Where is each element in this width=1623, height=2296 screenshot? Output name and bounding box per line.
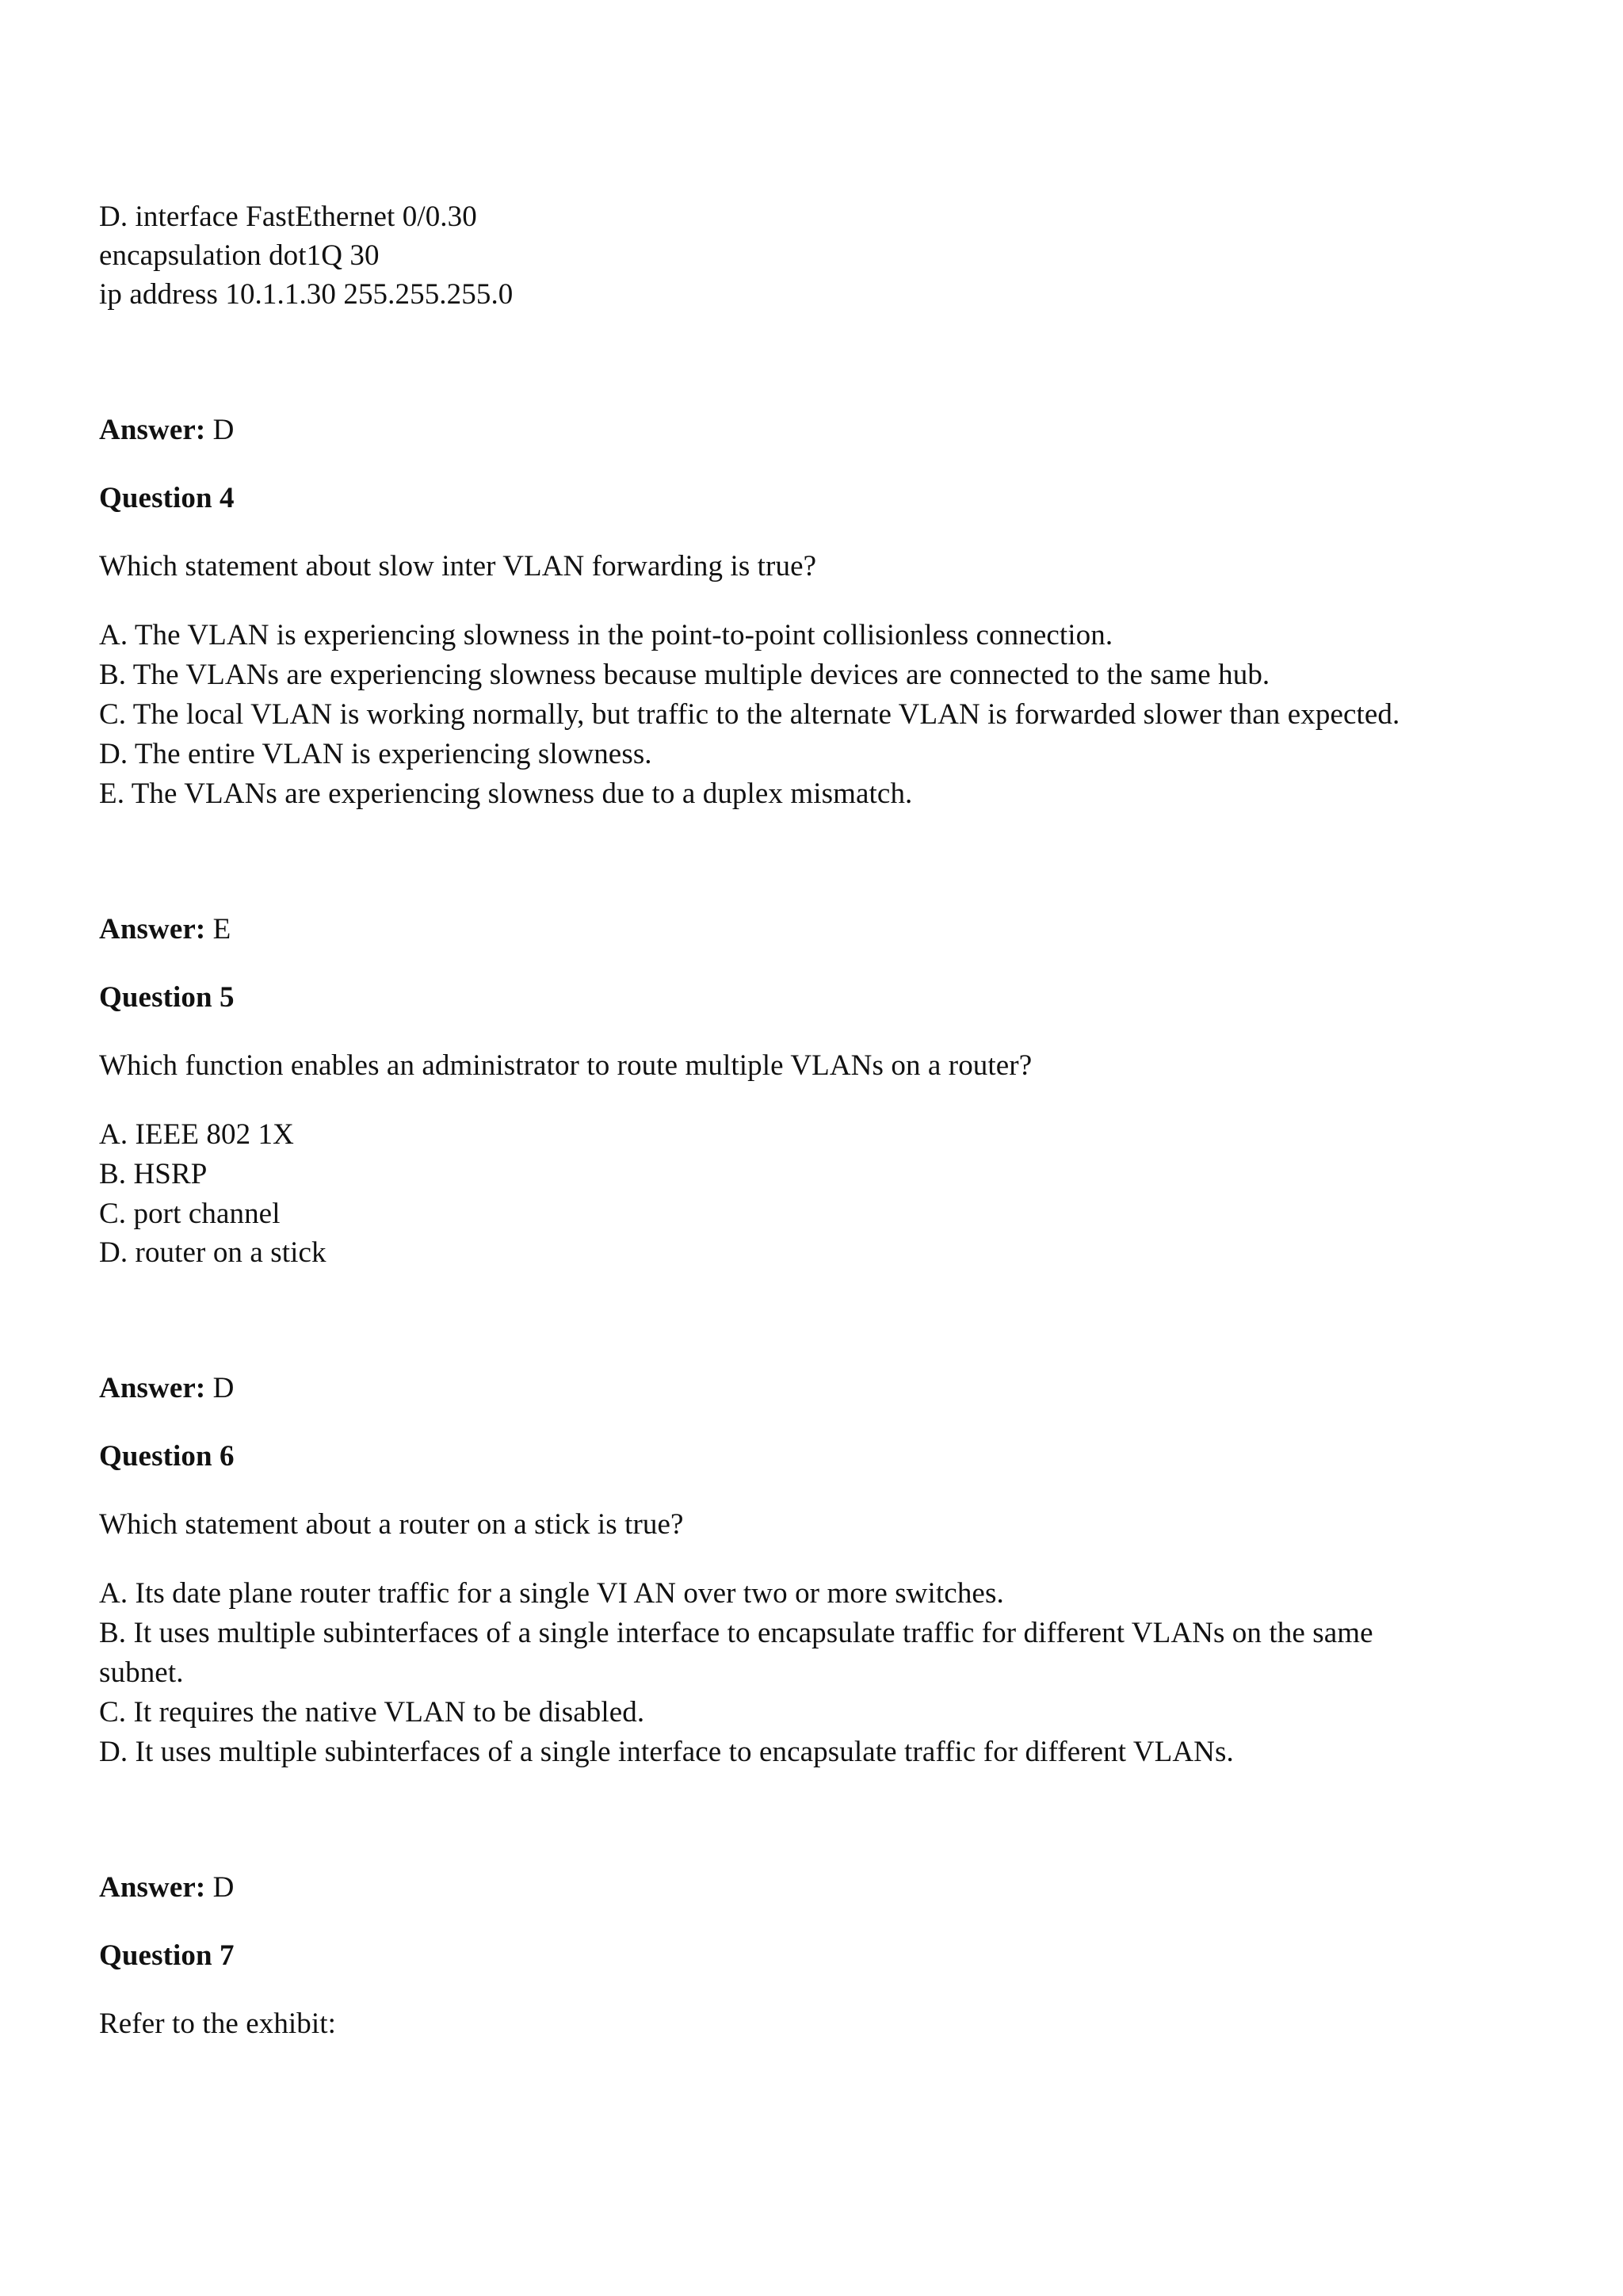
answer-value: E	[212, 913, 231, 946]
question-5-title: Question 5	[99, 981, 235, 1014]
prev-option-d-line2: encapsulation dot1Q 30	[99, 239, 380, 272]
question-4-option-d: D. The entire VLAN is experiencing slowness.	[99, 738, 652, 770]
prev-option-d-line1: D. interface FastEthernet 0/0.30	[99, 201, 477, 233]
answer-5	[99, 1370, 234, 1408]
answer-3	[99, 411, 234, 449]
answer-4	[99, 911, 231, 949]
question-4-option-c: C. The local VLAN is working normally, but traffic to the alternate VLAN is forwarded slower than expected.	[99, 698, 1400, 731]
answer-value: D	[212, 414, 235, 446]
question-4-option-b: B. The VLANs are experiencing slowness because multiple devices are connected to the same hub.	[99, 659, 1270, 691]
answer-label: Answer:	[99, 1871, 206, 1904]
question-7-title: Question 7	[99, 1939, 235, 1972]
answer-label: Answer:	[99, 1372, 206, 1404]
answer-label: Answer:	[99, 913, 206, 946]
question-6-option-a: A. Its date plane router traffic for a single VI AN over two or more switches.	[99, 1577, 1004, 1610]
question-4-option-a: A. The VLAN is experiencing slowness in the point-to-point collisionless connection.	[99, 619, 1113, 651]
question-5-option-a: A. IEEE 802 1X	[99, 1118, 294, 1151]
question-5-option-c: C. port channel	[99, 1198, 281, 1230]
answer-value: D	[212, 1372, 235, 1404]
question-6-option-b-continued: subnet.	[99, 1656, 184, 1689]
question-6-option-c: C. It requires the native VLAN to be disabled.	[99, 1696, 645, 1729]
question-5-text: Which function enables an administrator to route multiple VLANs on a router?	[99, 1049, 1033, 1082]
question-6-title: Question 6	[99, 1440, 235, 1473]
question-5-option-b: B. HSRP	[99, 1158, 208, 1190]
question-4-text: Which statement about slow inter VLAN forwarding is true?	[99, 550, 817, 583]
answer-label: Answer:	[99, 414, 206, 446]
question-6-option-b: B. It uses multiple subinterfaces of a single interface to encapsulate traffic for different VLANs on the same	[99, 1617, 1373, 1649]
prev-option-d-line3: ip address 10.1.1.30 255.255.255.0	[99, 278, 514, 311]
question-4-title: Question 4	[99, 482, 235, 514]
question-6-text: Which statement about a router on a stick is true?	[99, 1508, 684, 1541]
question-7-text: Refer to the exhibit:	[99, 2008, 337, 2040]
question-4-option-e: E. The VLANs are experiencing slowness due to a duplex mismatch.	[99, 777, 913, 810]
answer-6	[99, 1869, 234, 1907]
answer-value: D	[212, 1871, 235, 1904]
question-5-option-d: D. router on a stick	[99, 1236, 327, 1269]
question-6-option-d: D. It uses multiple subinterfaces of a single interface to encapsulate traffic for different VLANs.	[99, 1736, 1234, 1768]
